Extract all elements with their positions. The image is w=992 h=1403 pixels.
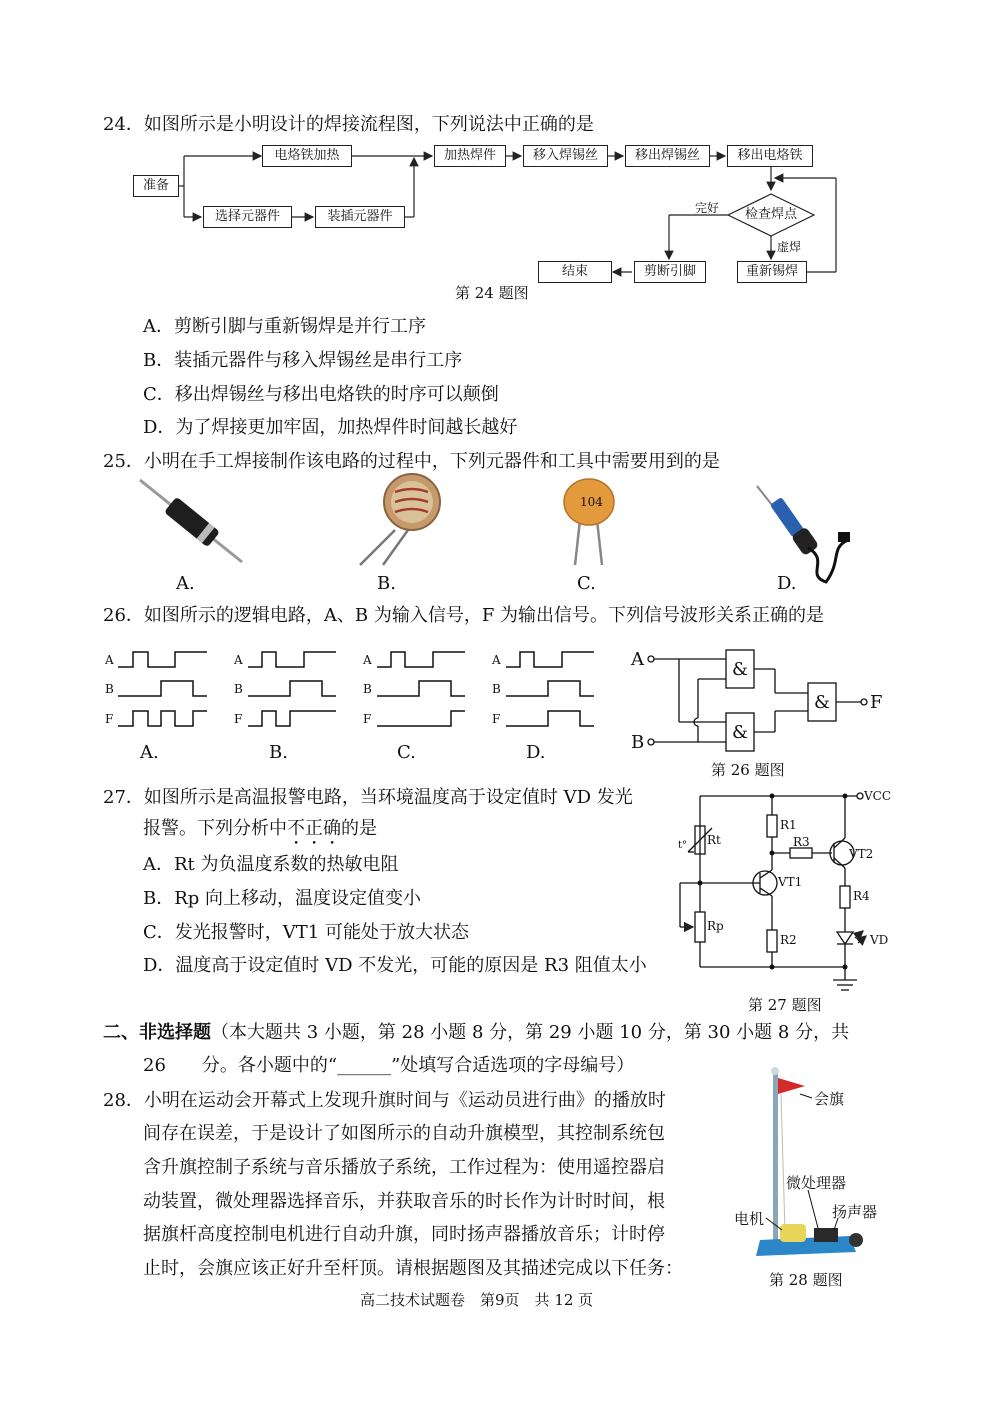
flow-heat-iron: 电烙铁加热: [262, 145, 352, 167]
q26-option-c: C.: [397, 742, 416, 763]
q27-stem-part1: 报警。下列分析中: [143, 818, 287, 839]
q25-label-b: B.: [377, 573, 396, 594]
section2-desc-2: 26 分。各小题中的“______”处填写合适选项的字母编号）: [143, 1055, 635, 1076]
logic-input-a: A: [631, 649, 644, 670]
flow-resolder: 重新锡焊: [737, 261, 807, 283]
flow-heat-work: 加热焊件: [434, 145, 506, 167]
label-rt: Rt: [707, 833, 721, 847]
q27-option-d: D．温度高于设定值时 VD 不发光，可能的原因是 R3 阻值太小: [143, 955, 647, 976]
flow-bad-label: 虚焊: [777, 240, 802, 254]
q28-line-1: 28．小明在运动会开幕式上发现升旗时间与《运动员进行曲》的播放时: [103, 1090, 666, 1111]
q27-option-c: C．发光报警时，VT1 可能处于放大状态: [143, 922, 469, 943]
wave-b-label: B: [363, 682, 372, 696]
q26-option-d: D.: [526, 742, 546, 763]
wave-f-label: F: [234, 712, 243, 726]
section2-desc-1: （本大题共 3 小题，第 28 小题 8 分，第 29 小题 10 分，第 30 小题 8 分，共: [211, 1022, 850, 1043]
label-vd: VD: [870, 933, 889, 947]
label-vt1: VT1: [778, 875, 803, 889]
wave-f-label: F: [492, 712, 501, 726]
q28-line-5: 据旗杆高度控制电机进行自动升旗，同时扬声器播放音乐；计时停: [143, 1224, 665, 1245]
label-vcc: VCC: [864, 789, 892, 803]
q26-stem: 26．如图所示的逻辑电路，A、B 为输入信号，F 为输出信号。下列信号波形关系正确的是: [103, 605, 825, 626]
label-motor: 电机: [734, 1210, 765, 1228]
wave-a-label: A: [492, 653, 501, 667]
q24-stem: 24．如图所示是小明设计的焊接流程图，下列说法中正确的是: [103, 114, 594, 135]
label-r4: R4: [853, 889, 870, 903]
and-gate-1: &: [732, 659, 749, 680]
q25-label-d: D.: [777, 573, 797, 594]
flow-insert-parts: 装插元器件: [315, 206, 405, 228]
q26-caption: 第 26 题图: [711, 761, 785, 779]
label-r3: R3: [793, 835, 810, 849]
q25-label-c: C.: [577, 573, 596, 594]
q28-line-3: 含升旗控制子系统与音乐播放子系统，工作过程为：使用遥控器启: [143, 1157, 665, 1178]
q28-line-4: 动装置，微处理器选择音乐，并获取音乐的时长作为计时时间，根: [143, 1191, 665, 1212]
wave-b-label: B: [105, 682, 114, 696]
q24-option-b: B．装插元器件与移入焊锡丝是串行工序: [143, 350, 463, 371]
section2-title: 二、非选择题: [103, 1022, 211, 1043]
q24-option-d: D．为了焊接更加牢固，加热焊件时间越长越好: [143, 417, 518, 438]
flow-check: 检查焊点: [744, 207, 797, 222]
flow-move-out-tin: 移出焊锡丝: [625, 145, 710, 167]
q28-line-6: 止时，会旗应该正好升至杆顶。请根据题图及其描述完成以下任务：: [143, 1258, 683, 1279]
label-r2: R2: [780, 933, 797, 947]
label-flag: 会旗: [814, 1090, 845, 1108]
logic-input-b: B: [631, 732, 645, 753]
q25-stem: 25．小明在手工焊接制作该电路的过程中，下列元器件和工具中需要用到的是: [103, 451, 720, 472]
q27-option-a: A．Rt 为负温度系数的热敏电阻: [143, 854, 399, 875]
and-gate-2: &: [732, 722, 749, 743]
label-r1: R1: [780, 818, 797, 832]
flow-prepare: 准备: [133, 175, 179, 197]
label-rp: Rp: [707, 919, 724, 933]
q28-caption: 第 28 题图: [769, 1271, 843, 1289]
q25-label-a: A.: [176, 573, 195, 594]
q27-option-b: B．Rp 向上移动，温度设定值变小: [143, 888, 422, 909]
q27-caption: 第 27 题图: [748, 996, 822, 1014]
label-vt2: VT2: [849, 847, 874, 861]
flow-good-label: 完好: [695, 201, 720, 215]
wave-f-label: F: [363, 712, 372, 726]
q26-option-b: B.: [269, 742, 288, 763]
q26-option-a: A.: [140, 742, 159, 763]
label-speaker: 扬声器: [832, 1203, 878, 1221]
q27-stem-part3: 的是: [341, 818, 377, 839]
q28-line-2: 间存在误差，于是设计了如图所示的自动升旗模型，其控制系统包: [143, 1123, 665, 1144]
flow-cut: 剪断引脚: [634, 261, 706, 283]
flag-model-icon: [756, 1067, 863, 1256]
q27-stem-line1: 27．如图所示是高温报警电路，当环境温度高于设定值时 VD 发光: [103, 787, 633, 808]
wave-a-label: A: [234, 653, 243, 667]
flow-move-out-iron: 移出电烙铁: [727, 145, 813, 167]
wave-f-label: F: [105, 712, 114, 726]
logic-output-f: F: [870, 692, 883, 713]
wave-b-label: B: [234, 682, 243, 696]
label-t: t°: [678, 840, 688, 851]
and-gate-3: &: [814, 692, 831, 713]
q27-emphasis: 不正确: [287, 818, 341, 839]
q24-option-c: C．移出焊锡丝与移出电烙铁的时序可以颠倒: [143, 384, 499, 405]
flow-move-in-tin: 移入焊锡丝: [523, 145, 608, 167]
wave-a-label: A: [363, 653, 372, 667]
capacitor-mark: 104: [580, 495, 603, 509]
flow-select-parts: 选择元器件: [203, 206, 292, 228]
q24-option-a: A．剪断引脚与重新锡焊是并行工序: [143, 316, 426, 337]
q24-caption: 第 24 题图: [455, 284, 529, 302]
wave-b-label: B: [492, 682, 501, 696]
page-footer: 高二技术试题卷 第9页 共 12 页: [360, 1291, 594, 1309]
flow-end: 结束: [538, 261, 612, 283]
label-mcu: 微处理器: [786, 1174, 847, 1192]
wave-a-label: A: [105, 653, 114, 667]
